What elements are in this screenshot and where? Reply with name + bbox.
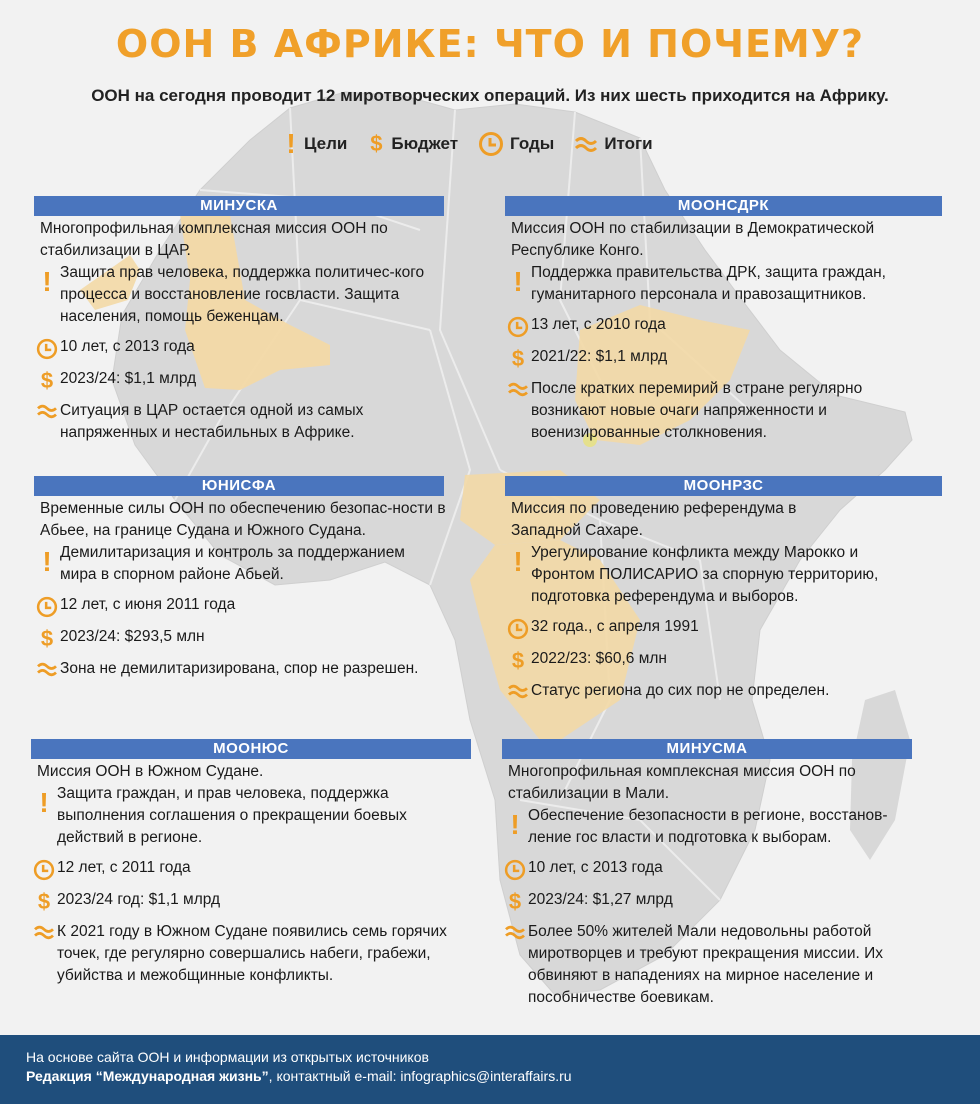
legend bbox=[284, 130, 673, 158]
mission-card-unisfa bbox=[34, 476, 444, 680]
clock-icon bbox=[36, 338, 58, 360]
mission-card-unmiss bbox=[31, 739, 471, 987]
budget-text: 2023/24: $293,5 млн bbox=[60, 628, 205, 645]
mission-title: МООНЮС bbox=[31, 739, 471, 759]
legend-goals bbox=[284, 130, 347, 158]
mission-goals bbox=[505, 542, 942, 608]
wave-icon bbox=[36, 402, 58, 420]
wave-icon bbox=[574, 134, 598, 154]
goals-text: Защита граждан, и прав человека, поддержка выполнения соглашения о прекращении боевых действий в регионе. bbox=[57, 785, 407, 846]
clock-icon bbox=[36, 596, 58, 618]
goals-text: Демилитаризация и контроль за поддержанием мира в спорном районе Абьей. bbox=[60, 544, 405, 583]
clock-icon bbox=[33, 859, 55, 881]
years-text: 32 года., с апреля 1991 bbox=[531, 618, 699, 635]
exclamation-icon: ! bbox=[42, 546, 52, 577]
budget-text: 2022/23: $60,6 млн bbox=[531, 650, 667, 667]
legend-years-label: Годы bbox=[510, 134, 555, 153]
exclamation-icon: ! bbox=[513, 546, 523, 577]
dollar-icon: $ bbox=[511, 648, 525, 673]
mission-results bbox=[34, 400, 444, 444]
footer-credits bbox=[26, 1068, 572, 1084]
clock-icon bbox=[507, 618, 529, 640]
mission-description: Временные силы ООН по обеспечению безопас-ности в Абьее, на границе Судана и Южного Судана. bbox=[40, 500, 446, 539]
dollar-icon: $ bbox=[370, 131, 383, 156]
legend-goals-label: Цели bbox=[304, 134, 348, 153]
years-text: 10 лет, с 2013 года bbox=[528, 859, 663, 876]
mission-card-minurso bbox=[505, 476, 942, 702]
budget-text: 2021/22: $1,1 млрд bbox=[531, 348, 668, 365]
legend-results-label: Итоги bbox=[604, 134, 653, 153]
years-text: 10 лет, с 2013 года bbox=[60, 338, 195, 355]
mission-description: Миссия ООН по стабилизации в Демократической Республике Конго. bbox=[511, 220, 875, 259]
footer-editorial: Редакция “Международная жизнь” bbox=[26, 1068, 269, 1084]
results-text: Зона не демилитаризирована, спор не разрешен. bbox=[60, 660, 419, 677]
mission-results bbox=[502, 921, 912, 1009]
clock-icon bbox=[507, 316, 529, 338]
goals-text: Защита прав человека, поддержка политичес-кого процесса и восстановление госвласти. Защита населения, помощь беженцам. bbox=[60, 264, 425, 325]
goals-text: Обеспечение безопасности в регионе, восстанов-ление гос власти и подготовка к выборам. bbox=[528, 807, 888, 846]
mission-description: Миссия по проведению референдума в Западной Сахаре. bbox=[511, 500, 797, 539]
mission-results bbox=[505, 378, 942, 444]
wave-icon bbox=[507, 380, 529, 398]
dollar-icon: $ bbox=[508, 889, 522, 914]
mission-goals bbox=[34, 542, 444, 586]
exclamation-icon: ! bbox=[39, 787, 49, 818]
mission-goals bbox=[34, 262, 444, 328]
mission-description: Миссия ООН в Южном Судане. bbox=[37, 763, 264, 780]
mission-years bbox=[505, 616, 942, 640]
dollar-icon: $ bbox=[37, 889, 51, 914]
mission-title: МООНРЗС bbox=[505, 476, 942, 496]
mission-budget bbox=[505, 346, 942, 370]
results-text: Более 50% жителей Мали недовольны работой миротворцев и требуют прекращения миссии. Их обвиняют в нападениях на мирное население и пособничестве боевикам. bbox=[528, 923, 883, 1006]
goals-text: Урегулирование конфликта между Марокко и Фронтом ПОЛИСАРИО за спорную территорию, подготовка референдума и выборов. bbox=[531, 544, 879, 605]
legend-budget bbox=[367, 131, 458, 157]
wave-icon bbox=[504, 923, 526, 941]
footer bbox=[0, 1035, 980, 1104]
mission-card-minusca bbox=[34, 196, 444, 444]
legend-budget-label: Бюджет bbox=[391, 134, 459, 153]
budget-text: 2023/24: $1,1 млрд bbox=[60, 370, 197, 387]
mission-years bbox=[505, 314, 942, 338]
years-text: 12 лет, с июня 2011 года bbox=[60, 596, 236, 613]
mission-budget bbox=[31, 889, 471, 913]
mission-years bbox=[502, 857, 912, 881]
mission-budget bbox=[505, 648, 942, 672]
page-title: ООН В АФРИКЕ: ЧТО И ПОЧЕМУ? bbox=[115, 22, 865, 66]
mission-card-monusco bbox=[505, 196, 942, 444]
results-text: Статус региона до сих пор не определен. bbox=[531, 682, 830, 699]
exclamation-icon: ! bbox=[510, 809, 520, 840]
dollar-icon: $ bbox=[40, 626, 54, 651]
budget-text: 2023/24: $1,27 млрд bbox=[528, 891, 673, 908]
goals-text: Поддержка правительства ДРК, защита граждан, гуманитарного персонала и правозащитников. bbox=[531, 264, 886, 303]
mission-years bbox=[34, 594, 444, 618]
mission-card-minusma bbox=[502, 739, 912, 1009]
budget-text: 2023/24 год: $1,1 млрд bbox=[57, 891, 221, 908]
mission-title: МИНУСМА bbox=[502, 739, 912, 759]
mission-title: МООНСДРК bbox=[505, 196, 942, 216]
mission-years bbox=[31, 857, 471, 881]
years-text: 13 лет, с 2010 года bbox=[531, 316, 666, 333]
footer-source: На основе сайта ООН и информации из открытых источников bbox=[26, 1049, 429, 1065]
wave-icon bbox=[33, 923, 55, 941]
wave-icon bbox=[36, 660, 58, 678]
clock-icon bbox=[478, 131, 504, 157]
mission-description: Многопрофильная комплексная миссия ООН по стабилизации в Мали. bbox=[508, 763, 856, 802]
wave-icon bbox=[507, 682, 529, 700]
results-text: К 2021 году в Южном Судане появились семь горячих точек, где регулярно совершались набеги, грабежи, убийства и межобщинные конфликты. bbox=[57, 923, 447, 984]
exclamation-icon: ! bbox=[513, 266, 523, 297]
mission-title: МИНУСКА bbox=[34, 196, 444, 216]
clock-icon bbox=[504, 859, 526, 881]
mission-budget bbox=[34, 368, 444, 392]
mission-goals bbox=[505, 262, 942, 306]
mission-years bbox=[34, 336, 444, 360]
mission-goals bbox=[31, 783, 471, 849]
exclamation-icon: ! bbox=[42, 266, 52, 297]
mission-description: Многопрофильная комплексная миссия ООН по стабилизации в ЦАР. bbox=[40, 220, 388, 259]
legend-results bbox=[574, 134, 652, 154]
exclamation-icon: ! bbox=[286, 128, 296, 159]
footer-contact: , контактный e-mail: infographics@interaffairs.ru bbox=[268, 1068, 572, 1084]
mission-results bbox=[505, 680, 942, 702]
mission-budget bbox=[34, 626, 444, 650]
dollar-icon: $ bbox=[511, 346, 525, 371]
mission-results bbox=[34, 658, 444, 680]
legend-years bbox=[478, 131, 554, 157]
mission-goals bbox=[502, 805, 912, 849]
mission-budget bbox=[502, 889, 912, 913]
results-text: После кратких перемирий в стране регулярно возникают новые очаги напряженности и военизированные столкновения. bbox=[531, 380, 863, 441]
dollar-icon: $ bbox=[40, 368, 54, 393]
results-text: Ситуация в ЦАР остается одной из самых напряженных и нестабильных в Африке. bbox=[60, 402, 364, 441]
mission-title: ЮНИСФА bbox=[34, 476, 444, 496]
years-text: 12 лет, с 2011 года bbox=[57, 859, 191, 876]
mission-results bbox=[31, 921, 471, 987]
page-subtitle: ООН на сегодня проводит 12 миротворческих операций. Из них шесть приходится на Африку. bbox=[91, 86, 889, 105]
